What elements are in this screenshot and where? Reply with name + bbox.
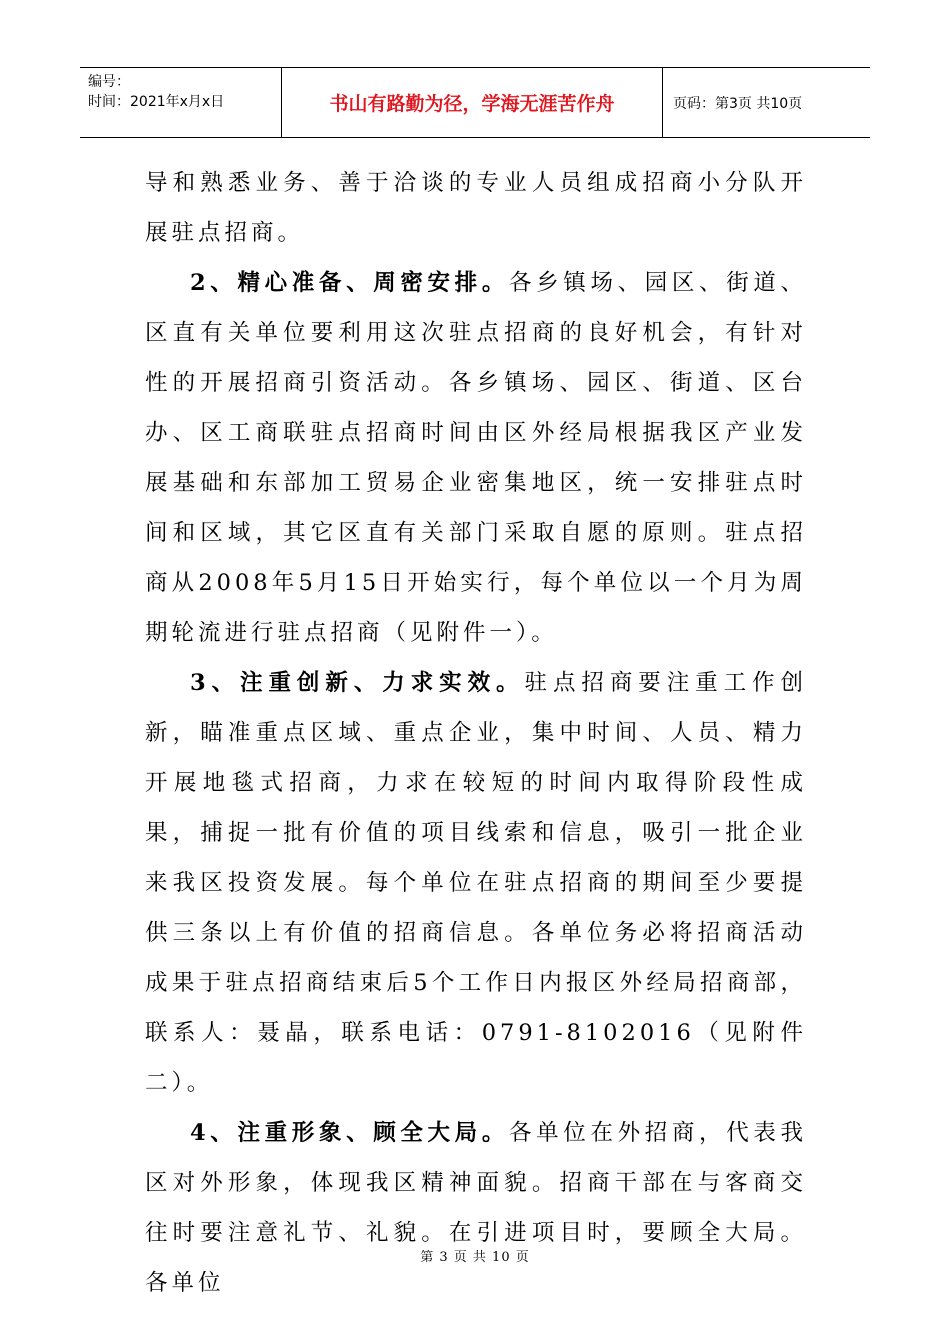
paragraph-item-4 xyxy=(145,1108,807,1308)
paragraph-heading: 2、精心准备、周密安排。 xyxy=(190,270,509,296)
paragraph-heading: 3、注重创新、力求实效。 xyxy=(190,670,525,696)
paragraph-item-3 xyxy=(145,658,807,1108)
page-footer: 第 3 页 共 10 页 xyxy=(420,1250,530,1265)
header-page-code: 页码：第3页 共10页 xyxy=(673,95,803,112)
paragraph-continuation xyxy=(145,158,807,258)
document-number-label: 编号： xyxy=(88,74,130,90)
document-body xyxy=(145,158,807,1308)
document-date-label: 时间：2021年x月x日 xyxy=(88,94,225,110)
paragraph-text: 各乡镇场、园区、街道、区直有关单位要利用这次驻点招商的良好机会，有针对性的开展招商引资活动。各乡镇场、园区、街道、区台办、区工商联驻点招商时间由区外经局根据我区产业发展基础和东部加工贸易企业密集地区，统一安排驻点时间和区域，其它区直有关部门采取自愿的原则。驻点招商从2008年5月15日开始实行，每个单位以一个月为周期轮流进行驻点招商（见附件一）。 xyxy=(145,270,807,646)
paragraph-text: 各单位在外招商，代表我区对外形象，体现我区精神面貌。招商干部在与客商交往时要注意礼节、礼貌。在引进项目时，要顾全大局。各单位 xyxy=(145,1120,807,1296)
paragraph-heading: 4、注重形象、顾全大局。 xyxy=(190,1120,509,1146)
header-meta xyxy=(80,68,282,137)
paragraph-text: 导和熟悉业务、善于洽谈的专业人员组成招商小分队开展驻点招商。 xyxy=(145,170,807,246)
paragraph-item-2 xyxy=(145,258,807,658)
header-motto: 书山有路勤为径，学海无涯苦作舟 xyxy=(282,68,663,137)
page-header xyxy=(80,67,870,138)
paragraph-text: 驻点招商要注重工作创新，瞄准重点区域、重点企业，集中时间、人员、精力开展地毯式招商，力求在较短的时间内取得阶段性成果，捕捉一批有价值的项目线索和信息，吸引一批企业来我区投资发展。每个单位在驻点招商的期间至少要提供三条以上有价值的招商信息。各单位务必将招商活动成果于驻点招商结束后5个工作日内报区外经局招商部，联系人：聂晶，联系电话：0791-8102016（见附件二）。 xyxy=(145,670,807,1096)
